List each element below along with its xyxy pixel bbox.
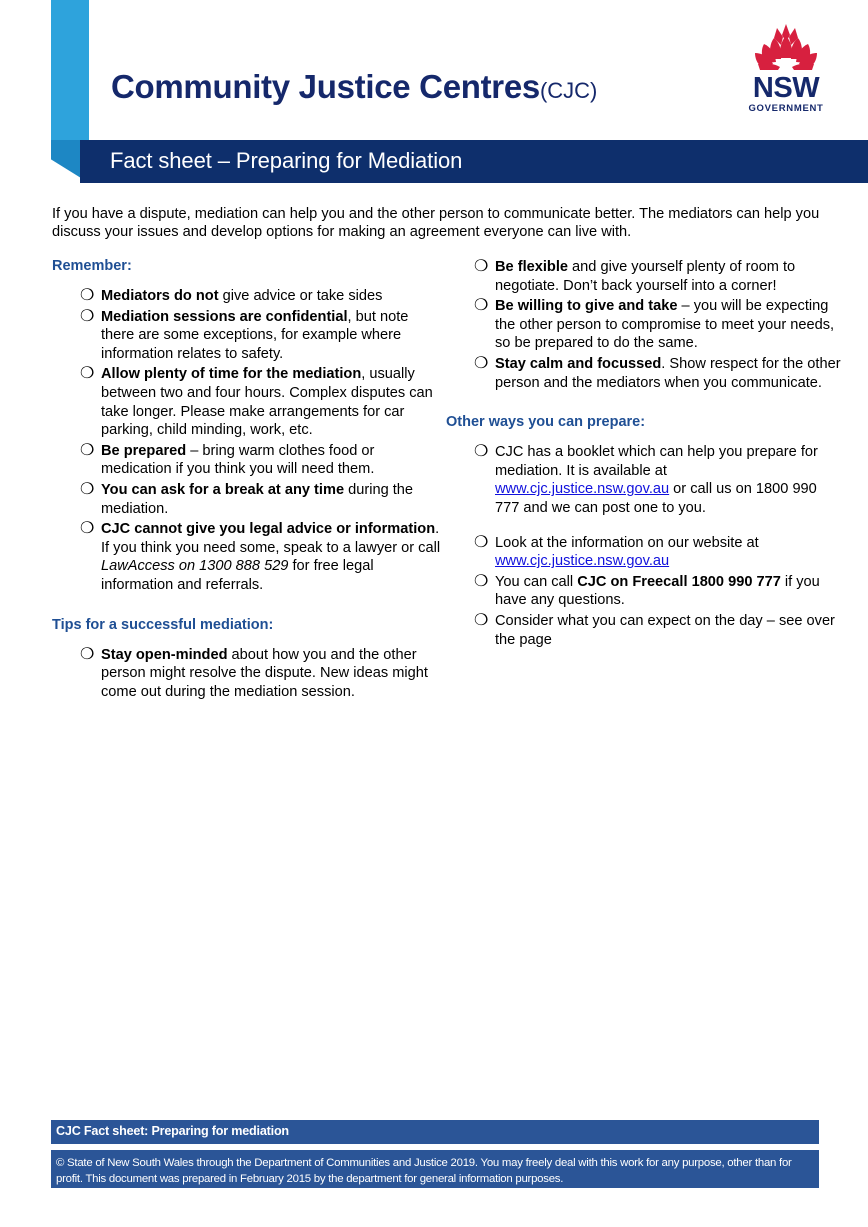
list-item (474, 443, 842, 517)
remember-list-right (446, 258, 842, 392)
list-item (474, 531, 842, 571)
list-item (80, 643, 444, 702)
list-item-lead: Stay open-minded (101, 646, 228, 663)
nsw-wordmark (744, 74, 828, 115)
open-circle-bullet-icon: ❍ (80, 363, 95, 383)
list-item-lead: Be prepared (101, 442, 187, 459)
list-item-lead: Be flexible (495, 259, 568, 275)
list-item-body: about how you and the other person might resolve the dispute. New ideas might come out during the mediation session. (101, 646, 428, 700)
list-item (474, 570, 842, 610)
open-circle-bullet-icon: ❍ (474, 441, 489, 461)
page-title-abbreviation: (CJC) (539, 78, 598, 103)
footer-copyright: © State of New South Wales through the Department of Communities and Justice 2019. You may freely deal with this work for any purpose, other than for profit. This document was prepared in February 2015 by the department for general information purposes. (56, 1157, 792, 1185)
tips-list (52, 643, 444, 702)
list-item-lead: Allow plenty of time for the mediation (101, 366, 362, 383)
list-item (474, 297, 842, 353)
open-circle-bullet-icon: ❍ (80, 305, 95, 325)
heading-other-ways: Other ways you can prepare: (446, 414, 646, 431)
other-ways-list (446, 443, 842, 649)
list-item (80, 287, 444, 306)
list-item-body-cont: for free legal information and referrals. (101, 558, 374, 593)
list-item (474, 352, 842, 392)
cjc-website-link[interactable]: www.cjc.justice.nsw.gov.au (495, 553, 670, 570)
nsw-wordmark-secondary: GOVERNMENT (748, 103, 824, 114)
nsw-wordmark-primary: NSW (752, 72, 820, 104)
list-item (80, 478, 444, 518)
list-item-body: , usually between two and four hours. Complex disputes can take longer. Please make arrangements for car parking, child minding, work, etc. (101, 366, 433, 439)
list-item-lead: You can ask for a break at any time (101, 481, 345, 498)
list-item-body: – bring warm clothes food or medication if you think you will need them. (101, 442, 375, 478)
heading-remember: Remember: (52, 258, 132, 274)
open-circle-bullet-icon: ❍ (80, 285, 95, 304)
footer-title: CJC Fact sheet: Preparing for mediation (56, 1124, 289, 1138)
list-item-body: give advice or take sides (218, 288, 383, 304)
list-item-body-cont: or call us on 1800 990 777 and we can post one to you. (495, 481, 817, 516)
list-item-lead: Mediation sessions are confidential (101, 308, 348, 325)
intro-paragraph: If you have a dispute, mediation can help you and the other person to communicate better. The mediators can help you discuss your issues and develop options for making an agreement everyone can live with. (52, 206, 820, 240)
list-item-body: CJC has a booklet which can help you prepare for mediation. It is available at (495, 444, 818, 479)
open-circle-bullet-icon: ❍ (80, 518, 95, 538)
list-item (474, 258, 842, 295)
open-circle-bullet-icon: ❍ (80, 439, 95, 459)
page-title (111, 68, 597, 106)
list-item-body: during the mediation. (101, 481, 414, 517)
list-item (474, 609, 842, 649)
open-circle-bullet-icon: ❍ (474, 295, 489, 315)
open-circle-bullet-icon: ❍ (474, 531, 489, 551)
list-item-emphasis: LawAccess on 1300 888 529 (101, 558, 289, 575)
page-title-main: Community Justice Centres (111, 68, 540, 105)
open-circle-bullet-icon: ❍ (474, 256, 489, 275)
open-circle-bullet-icon: ❍ (474, 609, 489, 629)
list-item-lead: Be willing to give and take (495, 298, 678, 315)
page-subtitle: Fact sheet – Preparing for Mediation (110, 148, 463, 173)
list-item-lead: CJC cannot give you legal advice or information (101, 521, 436, 538)
waratah-flower-icon (744, 22, 828, 74)
list-item-emphasis: CJC on Freecall 1800 990 777 (577, 573, 781, 590)
open-circle-bullet-icon: ❍ (80, 478, 95, 498)
list-item-body-cont: if you have any questions. (495, 573, 820, 609)
list-item-lead: Mediators do not (101, 288, 219, 304)
left-column (52, 258, 444, 703)
heading-tips: Tips for a successful mediation: (52, 616, 274, 633)
list-item-body: Look at the information on our website at (495, 534, 759, 551)
open-circle-bullet-icon: ❍ (474, 352, 489, 372)
cjc-website-link[interactable]: www.cjc.justice.nsw.gov.au (495, 481, 670, 498)
nsw-government-logo (744, 22, 828, 120)
open-circle-bullet-icon: ❍ (80, 643, 95, 663)
list-item-lead: Stay calm and focussed (495, 355, 662, 372)
list-item-body: Consider what you can expect on the day – see over the page (495, 612, 835, 648)
page-header (0, 0, 868, 190)
list-item (80, 365, 444, 439)
list-item (80, 439, 444, 479)
list-item-body: , but note there are some exceptions, for example where information relates to safety. (101, 308, 409, 362)
header-accent-bar-light (51, 0, 89, 140)
list-item-body: You can call (495, 573, 578, 590)
list-item-body: . Show respect for the other person and the mediators when you communicate. (495, 355, 841, 391)
list-item-body: and give yourself plenty of room to negotiate. Don’t back yourself into a corner! (495, 259, 796, 294)
right-column (446, 258, 842, 651)
list-item-body: – you will be expecting the other person to compromise to meet your needs, so be prepared to do the same. (495, 298, 835, 352)
list-item (80, 520, 444, 594)
list-item (80, 305, 444, 364)
remember-list-left (52, 287, 444, 595)
open-circle-bullet-icon: ❍ (474, 570, 489, 590)
list-item-body: . If you think you need some, speak to a lawyer or call (101, 521, 441, 556)
